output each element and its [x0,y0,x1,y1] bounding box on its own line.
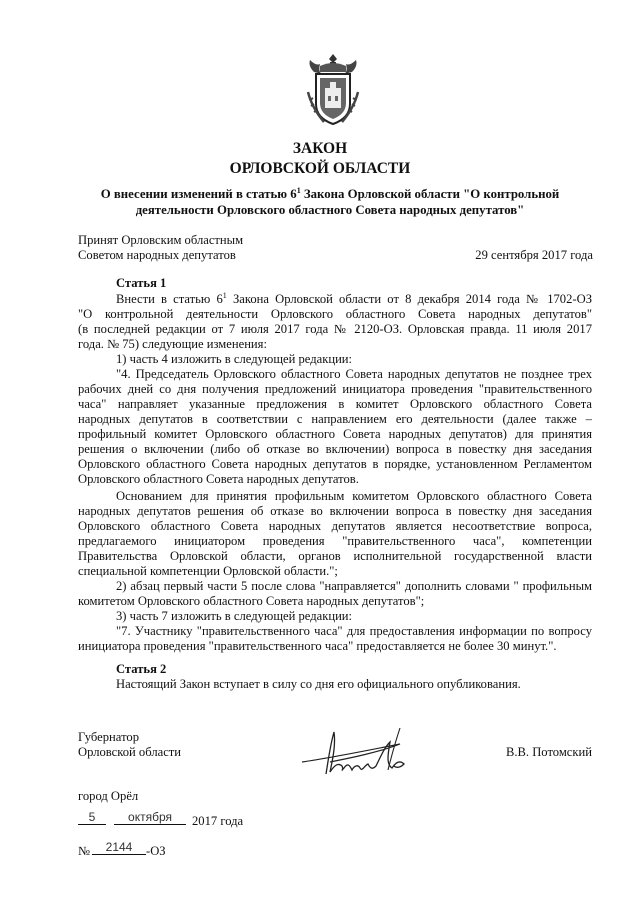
quoted-text-line: народных депутатов в соответствии с направлением его деятельности (далее также – [78,412,592,426]
quoted-text-line: предлагаемого инициатором проведения "правительственного часа", компетенции [78,534,592,548]
law-number-suffix: -ОЗ [146,844,166,858]
coat-of-arms-emblem [306,52,360,128]
signing-month: октября [114,810,186,825]
quoted-text-line: специальной компетенции Орловской области."; [78,564,338,578]
quoted-text-line: решения о включении (либо об отказе во включении) вопроса в повестку дня заседания [78,442,592,456]
document-type-title: ЗАКОН [292,140,348,157]
quoted-text-line: народных депутатов решения об отказе во включении вопроса в повестку дня заседания [78,504,592,518]
law-number: 2144 [92,840,146,855]
quoted-text-line: часа" направляет указанные предложения в комитет Орловского областного Совета [78,397,592,411]
amendment-item-2: 2) абзац первый части 5 после слова "направляется" дополнить словами " профильным [116,579,592,593]
adoption-line-1: Принят Орловским областным [78,233,244,247]
article-1-line: (в последней редакции от 7 июля 2017 года № 2120-ОЗ. Орловская правда. 11 июля 2017 [78,322,592,336]
article-1-line: года. № 75) следующие изменения: [78,337,267,351]
region-title: ОРЛОВСКОЙ ОБЛАСТИ [229,160,411,177]
article-2-text: Настоящий Закон вступает в силу со дня его официального опубликования. [116,677,521,691]
quoted-text-line: "4. Председатель Орловского областного Совета народных депутатов не позднее трех [116,367,592,381]
city-of-signing: город Орёл [78,789,139,803]
signatory-name: В.В. Потомский [505,745,592,759]
adoption-line-2: Советом народных депутатов [78,248,236,262]
article-2-heading: Статья 2 [116,662,167,676]
article-1-line: Внести в статью $6^1$ Закона Орловской области от 8 декабря 2014 года № 1702-ОЗ [116,292,592,306]
signing-year: 2017 года [192,814,244,828]
quoted-text-line: профильный комитет Орловского областного Совета народных депутатов) для принятия [78,427,592,441]
quoted-text-line: "7. Участнику "правительственного часа" для предоставления информации по вопросу [116,624,592,638]
adoption-date: 29 сентября 2017 года [475,248,593,262]
signatory-position-line-1: Губернатор [78,730,139,744]
quoted-text-line: рабочих дней со дня получения предложений инициатора проведения "правительственного [78,382,592,396]
governor-handwritten-signature [300,722,420,780]
law-number-sign: № [78,844,91,858]
quoted-text-line: Основанием для принятия профильным комитетом Орловского областного Совета [116,489,592,503]
law-subtitle-line-1: О внесении изменений в статью $6^1$ Закона Орловской области "О контрольной [100,186,560,201]
signatory-position-line-2: Орловской области [78,745,182,759]
quoted-text-line: инициатора проведения "правительственного часа" предоставляется не более 30 минут.". [78,639,557,653]
quoted-text-line: Орловского областного Совета народных депутатов. [78,472,359,486]
amendment-item-3: 3) часть 7 изложить в следующей редакции: [116,609,353,623]
quoted-text-line: Орловского областного Совета народных депутатов является несоответствие вопроса, [78,519,592,533]
quoted-text-line: Орловского областного Совета народных депутатов в порядке, установленном Регламентом [78,457,592,471]
amendment-item-2-cont: комитетом Орловского областного Совета народных депутатов"; [78,594,425,608]
signing-day: 5 [78,810,106,825]
article-1-heading: Статья 1 [116,276,167,290]
article-1-line: "О контрольной деятельности Орловского областного Совета народных депутатов" [78,307,592,321]
law-subtitle-line-2: деятельности Орловского областного Совета народных депутатов" [135,203,525,217]
amendment-item-1: 1) часть 4 изложить в следующей редакции: [116,352,353,366]
quoted-text-line: Правительства Орловской области, органов исполнительной государственной власти [78,549,592,563]
